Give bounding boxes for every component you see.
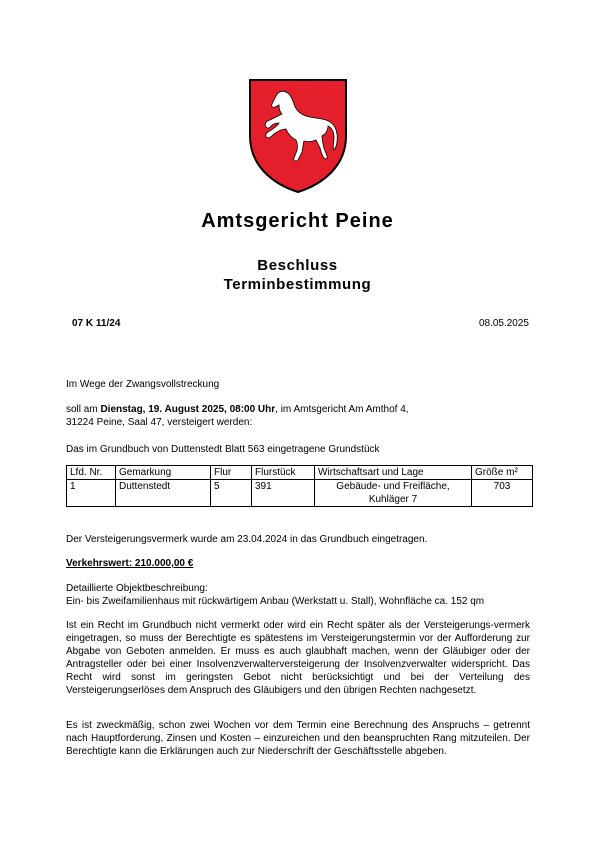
property-table [66, 465, 533, 507]
table-cell: 703 [472, 480, 533, 507]
table-cell: 5 [211, 480, 252, 507]
col-header: Größe m² [472, 466, 533, 480]
auction-date-text [66, 403, 536, 429]
lower-saxony-coat-of-arms [248, 78, 348, 194]
description-title: Detaillierte Objektbeschreibung: [66, 583, 208, 594]
col-header: Flurstück [252, 466, 315, 480]
court-name: Amtsgericht Peine [201, 210, 394, 232]
col-header: Flur [211, 466, 252, 480]
col-header: Gemarkung [116, 466, 211, 480]
col-header: Lfd. Nr. [67, 466, 116, 480]
table-cell: 1 [67, 480, 116, 507]
intro-text: Im Wege der Zwangsvollstreckung [66, 379, 220, 390]
table-cell: Gebäude- und Freifläche, Kuhläger 7 [315, 480, 472, 507]
description-text: Ein- bis Zweifamilienhaus mit rückwärtigem Anbau (Werkstatt u. Stall), Wohnfläche ca. 152 qm [66, 596, 485, 607]
table-header-row [67, 466, 533, 480]
document-date: 08.05.2025 [478, 318, 529, 329]
table-row [67, 480, 533, 507]
document-heading [0, 256, 595, 294]
col-header: Wirtschaftsart und Lage [315, 466, 472, 480]
registration-note: Der Versteigerungsvermerk wurde am 23.04.2024 in das Grundbuch eingetragen. [66, 534, 428, 545]
doc-subtitle: Terminbestimmung [223, 276, 372, 293]
when-line2: 31224 Peine, Saal 47, versteigert werden: [66, 417, 253, 428]
object-description [66, 582, 536, 608]
claims-paragraph: Es ist zweckmäßig, schon zwei Wochen vor dem Termin eine Berechnung des Anspruchs – getrennt nach Hauptforderung, Zinsen und Kosten – einzureichen und den beanspruchten Rang mitzuteilen. Der Berechtigte kann die Erklärungen auch zur Niederschrift der Geschäftsstelle abgeben. [66, 720, 530, 757]
rights-paragraph: Ist ein Recht im Grundbuch nicht vermerkt oder wird ein Recht später als der Versteigerungs-vermerk eingetragen, so muss der Berechtigte es spätestens im Versteigerungstermin vor der Aufforderung zur Abgabe von Geboten anmelden. Er muss es auch glaubhaft machen, wenn der Gläubiger oder der Antragsteller oder bei einer Insolvenzverwalterversteigerung der Insolvenzverwalter widerspricht. Das Recht wird sonst im geringsten Gebot nicht berücksichtigt und bei der Verteilung des Versteigerungserlöses dem Anspruch des Gläubigers und den übrigen Rechten nachgesetzt. [66, 620, 530, 696]
table-cell: Duttenstedt [116, 480, 211, 507]
file-number: 07 K 11/24 [72, 318, 121, 329]
auction-datetime: Dienstag, 19. August 2025, 08:00 Uhr [100, 404, 276, 415]
table-cell: 391 [252, 480, 315, 507]
when-suffix: , im Amtsgericht Am Amthof 4, [275, 404, 409, 415]
market-value: Verkehrswert: 210.000,00 € [66, 558, 194, 569]
plot-text: Das im Grundbuch von Duttenstedt Blatt 563 eingetragene Grundstück [66, 444, 380, 455]
doc-type: Beschluss [257, 257, 338, 274]
when-prefix: soll am [66, 404, 101, 415]
